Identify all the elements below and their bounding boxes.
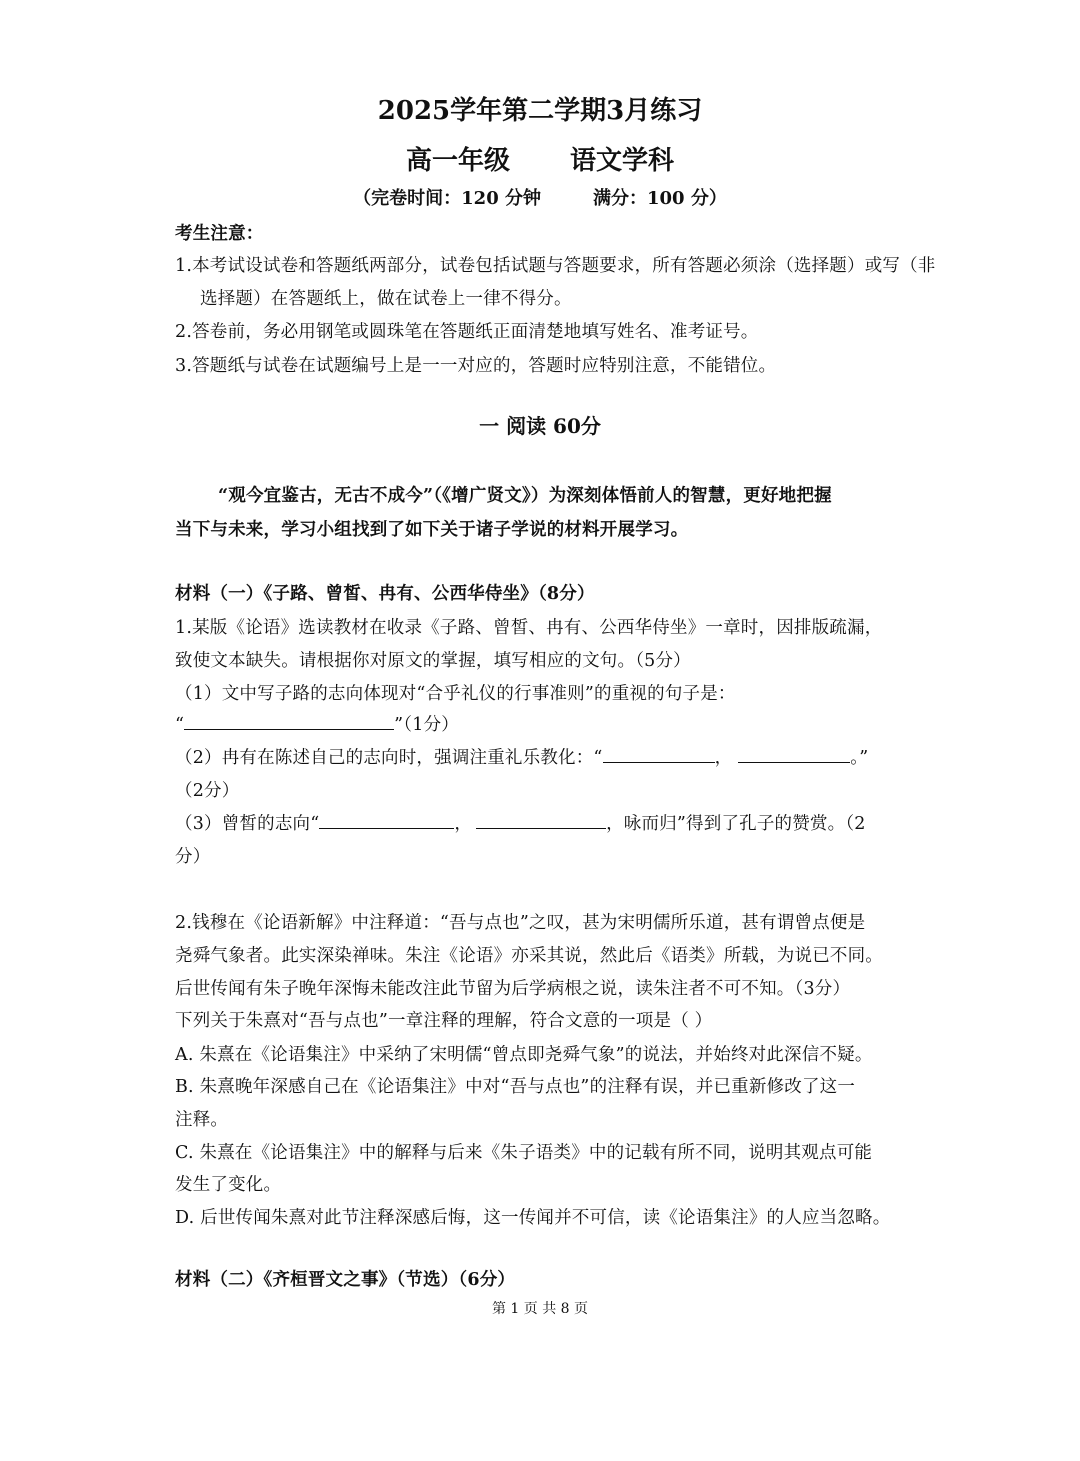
question-1-sub-1-answer-line <box>175 711 459 736</box>
notice-item-3: 3.答题纸与试卷在试题编号上是一一对应的，答题时应特别注意，不能错位。 <box>175 356 777 376</box>
notice-item-2: 2.答卷前，务必用钢笔或圆珠笔在答题纸正面清楚地填写姓名、准考证号。 <box>175 322 759 342</box>
option-b-line-1: B. 朱熹晚年深感自己在《论语集注》中对“吾与点也”的注释有误，并已重新修改了这一 <box>175 1077 856 1097</box>
question-1-sub-2-score: （2分） <box>175 781 240 801</box>
intro-line-1: “观今宜鉴古，无古不成今”（《增广贤文》）为深刻体悟前人的智慧，更好地把握 <box>218 486 832 506</box>
option-c-line-1: C. 朱熹在《论语集注》中的解释与后来《朱子语类》中的记载有所不同，说明其观点可能 <box>175 1143 873 1163</box>
sub-2-end: 。” <box>850 748 869 768</box>
page-footer: 第 1 页 共 8 页 <box>491 1301 589 1317</box>
exam-title: 2025学年第二学期3月练习 <box>377 96 703 126</box>
grade-subject-line <box>0 140 1080 177</box>
sub-3-comma: ， <box>454 814 473 834</box>
question-2-line-1: 2.钱穆在《论语新解》中注释道：“吾与点也”之叹，甚为宋明儒所乐道，甚有谓曾点便是 <box>175 913 866 933</box>
notice-item-1-line-2: 选择题）在答题纸上，做在试卷上一律不得分。 <box>200 289 572 309</box>
sub-3-prefix: （3）曾皙的志向“ <box>175 814 320 834</box>
question-1-sub-2 <box>175 744 868 769</box>
question-2-line-3: 后世传闻有朱子晚年深悔未能改注此节留为后学病根之说，读朱注者不可不知。（3分） <box>175 979 851 999</box>
question-1-line-2: 致使文本缺失。请根据你对原文的掌握，填写相应的文句。（5分） <box>175 651 691 671</box>
time-score-line <box>0 184 1080 210</box>
score-label: 满分：100 分） <box>593 188 727 209</box>
time-label: （完卷时间：120 分钟 <box>353 188 541 209</box>
question-1-line-1: 1.某版《论语》选读教材在收录《子路、曾皙、冉有、公西华侍坐》一章时，因排版疏漏， <box>175 618 883 638</box>
intro-line-2: 当下与未来，学习小组找到了如下关于诸子学说的材料开展学习。 <box>175 520 689 540</box>
answer-blank-1[interactable] <box>184 711 394 730</box>
answer-blank-2b[interactable] <box>738 744 850 763</box>
answer-blank-2a[interactable] <box>603 744 715 763</box>
section-heading-reading: 一 阅读 60分 <box>479 414 601 438</box>
answer-blank-3b[interactable] <box>476 810 606 829</box>
grade-label: 高一年级 <box>405 146 510 176</box>
subject-label: 语文学科 <box>570 146 675 176</box>
option-a: A. 朱熹在《论语集注》中采纳了宋明儒“曾点即尧舜气象”的说法，并始终对此深信不疑。 <box>175 1045 873 1065</box>
material-2-heading: 材料（二）《齐桓晋文之事》（节选）（6分） <box>175 1270 516 1290</box>
close-quote-score: ”（1分） <box>394 715 459 735</box>
question-1-sub-1: （1）文中写子路的志向体现对“合乎礼仪的行事准则”的重视的句子是： <box>175 684 736 704</box>
sub-2-comma: ， <box>714 748 733 768</box>
option-d: D. 后世传闻朱熹对此节注释深感后悔，这一传闻并不可信，读《论语集注》的人应当忽略。 <box>175 1208 891 1228</box>
open-quote: “ <box>175 715 185 735</box>
question-2-line-2: 尧舜气象者。此实深染禅味。朱注《论语》亦采其说，然此后《语类》所载，为说已不同。 <box>175 946 883 966</box>
answer-blank-3a[interactable] <box>319 810 454 829</box>
notice-item-1-line-1: 1.本考试设试卷和答题纸两部分，试卷包括试题与答题要求，所有答题必须涂（选择题）或写（非 <box>175 256 936 276</box>
option-c-line-2: 发生了变化。 <box>175 1175 282 1195</box>
material-1-heading: 材料（一）《子路、曾皙、冉有、公西华侍坐》（8分） <box>175 584 595 604</box>
notice-heading: 考生注意： <box>175 224 264 244</box>
question-2-stem: 下列关于朱熹对“吾与点也”一章注释的理解，符合文意的一项是（ ） <box>175 1011 713 1031</box>
sub-2-prefix: （2）冉有在陈述自己的志向时，强调注重礼乐教化：“ <box>175 748 603 768</box>
question-1-sub-3-score: 分） <box>175 847 211 867</box>
question-1-sub-3 <box>175 810 866 835</box>
option-b-line-2: 注释。 <box>175 1110 229 1130</box>
sub-3-suffix: ，咏而归”得到了孔子的赞赏。（2 <box>606 814 866 834</box>
